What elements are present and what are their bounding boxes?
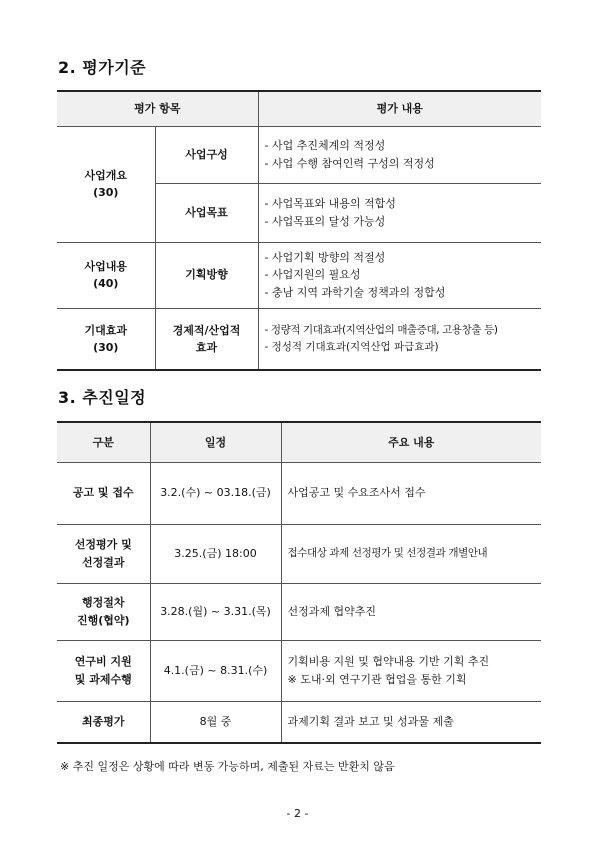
schedule-table	[57, 421, 541, 744]
schedule-content: 과제기획 결과 보고 및 성과물 제출	[281, 701, 541, 743]
schedule-category: 공고 및 접수	[57, 462, 150, 524]
schedule-content: 사업공고 및 수요조사서 접수	[281, 462, 541, 524]
schedule-category: 최종평가	[57, 701, 150, 743]
eval-header-content: 평가 내용	[258, 91, 541, 126]
schedule-row	[57, 462, 541, 524]
schedule-content: 접수대상 과제 선정평가 및 선정결과 개별안내	[281, 524, 541, 583]
schedule-category: 연구비 지원 및 과제수행	[57, 640, 150, 701]
eval-sub-1-2: 사업목표	[155, 183, 258, 242]
section-3-title: 3. 추진일정	[58, 388, 147, 407]
schedule-date: 8월 중	[150, 701, 281, 743]
schedule-header-schedule: 일정	[150, 422, 281, 462]
eval-category-3: 기대효과 (30)	[57, 308, 155, 370]
eval-sub-2-1: 기획방향	[155, 242, 258, 308]
schedule-content: 선정과제 협약추진	[281, 583, 541, 640]
eval-header-item: 평가 항목	[57, 91, 258, 126]
schedule-row	[57, 524, 541, 583]
evaluation-criteria-table	[57, 90, 541, 371]
page-number: - 2 -	[286, 807, 309, 820]
eval-content-1-1: - 사업 추진체계의 적정성 - 사업 수행 참여인력 구성의 적정성	[258, 126, 541, 183]
eval-sub-1-1: 사업구성	[155, 126, 258, 183]
schedule-category: 행정절차 진행(협약)	[57, 583, 150, 640]
section-2-title: 2. 평가기준	[58, 58, 147, 77]
schedule-header-content: 주요 내용	[281, 422, 541, 462]
schedule-date: 4.1.(금) ~ 8.31.(수)	[150, 640, 281, 701]
schedule-header-category: 구분	[57, 422, 150, 462]
schedule-row	[57, 583, 541, 640]
schedule-note: ※ 추진 일정은 상황에 따라 변동 가능하며, 제출된 자료는 반환치 않음	[60, 760, 395, 773]
eval-content-2-1: - 사업기획 방향의 적절성 - 사업지원의 필요성 - 충남 지역 과학기술 정책과의 정합성	[258, 242, 541, 308]
schedule-category: 선정평가 및 선정결과	[57, 524, 150, 583]
schedule-date: 3.2.(수) ~ 03.18.(금)	[150, 462, 281, 524]
schedule-date: 3.28.(월) ~ 3.31.(목)	[150, 583, 281, 640]
schedule-date: 3.25.(금) 18:00	[150, 524, 281, 583]
eval-category-1: 사업개요 (30)	[57, 126, 155, 242]
eval-sub-3-1: 경제적/산업적 효과	[155, 308, 258, 370]
eval-content-1-2: - 사업목표와 내용의 적합성 - 사업목표의 달성 가능성	[258, 183, 541, 242]
schedule-row	[57, 640, 541, 701]
schedule-row	[57, 701, 541, 743]
schedule-content: 기획비용 지원 및 협약내용 기반 기획 추진 ※ 도내·외 연구기관 협업을 통한 기획	[281, 640, 541, 701]
eval-content-3-1: - 정량적 기대효과(지역산업의 매출증대, 고용창출 등) - 정성적 기대효과(지역산업 파급효과)	[258, 308, 541, 370]
eval-category-2: 사업내용 (40)	[57, 242, 155, 308]
